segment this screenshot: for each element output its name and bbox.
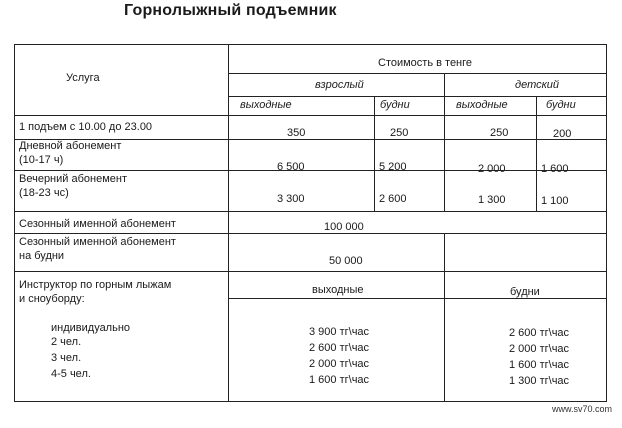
row-1-child-weekday: 200: [553, 128, 572, 140]
row-3-name-line-2: (18-23 чс): [19, 187, 69, 199]
season-weekday-name-line-2: на будни: [19, 250, 65, 262]
instructor-name-line-2: и сноуборду:: [19, 293, 85, 305]
row-3-adult-weekend: 3 300: [277, 193, 305, 205]
instructor-option-2-label: 2 чел.: [51, 336, 82, 348]
header-child: детский: [515, 79, 560, 91]
instructor-option-3-weekend: 2 000 тг\час: [309, 358, 370, 370]
row-3-child-weekend: 1 300: [478, 194, 506, 206]
season-price: 100 000: [324, 221, 364, 233]
row-2-adult-weekday: 5 200: [379, 161, 407, 173]
instructor-option-4-weekend: 1 600 тг\час: [309, 374, 370, 386]
season-name: Сезонный именной абонемент: [19, 218, 176, 230]
row-2-child-weekday: 1 600: [541, 163, 569, 175]
row-1-child-weekend: 250: [490, 127, 509, 139]
row-2-child-weekend: 2 000: [478, 163, 506, 175]
row-2-adult-weekend: 6 500: [277, 161, 305, 173]
header-child-weekend: выходные: [456, 99, 508, 111]
instructor-option-2-weekend: 2 600 тг\час: [309, 342, 370, 354]
page-title: Горнолыжный подъемник: [124, 2, 337, 19]
row-2-name-line-2: (10-17 ч): [19, 154, 64, 166]
row-3-child-weekday: 1 100: [541, 195, 569, 207]
row-1-adult-weekday: 250: [390, 127, 409, 139]
instructor-option-1-label: индивидуально: [51, 322, 131, 334]
instructor-name-line-1: Инструктор по горным лыжам: [19, 279, 172, 291]
season-weekday-name-line-1: Сезонный именной абонемент: [19, 236, 176, 248]
row-2-name-line-1: Дневной абонемент: [19, 140, 122, 152]
row-3-adult-weekday: 2 600: [379, 193, 407, 205]
instructor-option-4-weekday: 1 300 тг\час: [509, 375, 570, 387]
season-weekday-price: 50 000: [329, 255, 363, 267]
header-adult-weekend: выходные: [240, 99, 292, 111]
instructor-option-1-weekend: 3 900 тг\час: [309, 326, 370, 338]
source-watermark: www.sv70.com: [552, 404, 613, 414]
header-adult: взрослый: [315, 79, 364, 91]
instructor-header-weekday: будни: [510, 286, 540, 298]
instructor-header-weekend: выходные: [312, 284, 364, 296]
header-cost: Стоимость в тенге: [378, 57, 473, 69]
header-service: Услуга: [66, 72, 100, 84]
instructor-option-2-weekday: 2 000 тг\час: [509, 343, 570, 355]
header-child-weekday: будни: [546, 99, 576, 111]
row-3-name-line-1: Вечерний абонемент: [19, 173, 127, 185]
row-1-adult-weekend: 350: [287, 127, 306, 139]
row-1-name: 1 подъем с 10.00 до 23.00: [19, 121, 153, 133]
header-adult-weekday: будни: [380, 99, 410, 111]
instructor-option-1-weekday: 2 600 тг\час: [509, 327, 570, 339]
instructor-option-4-label: 4-5 чел.: [51, 368, 91, 380]
instructor-option-3-label: 3 чел.: [51, 352, 82, 364]
instructor-option-3-weekday: 1 600 тг\час: [509, 359, 570, 371]
